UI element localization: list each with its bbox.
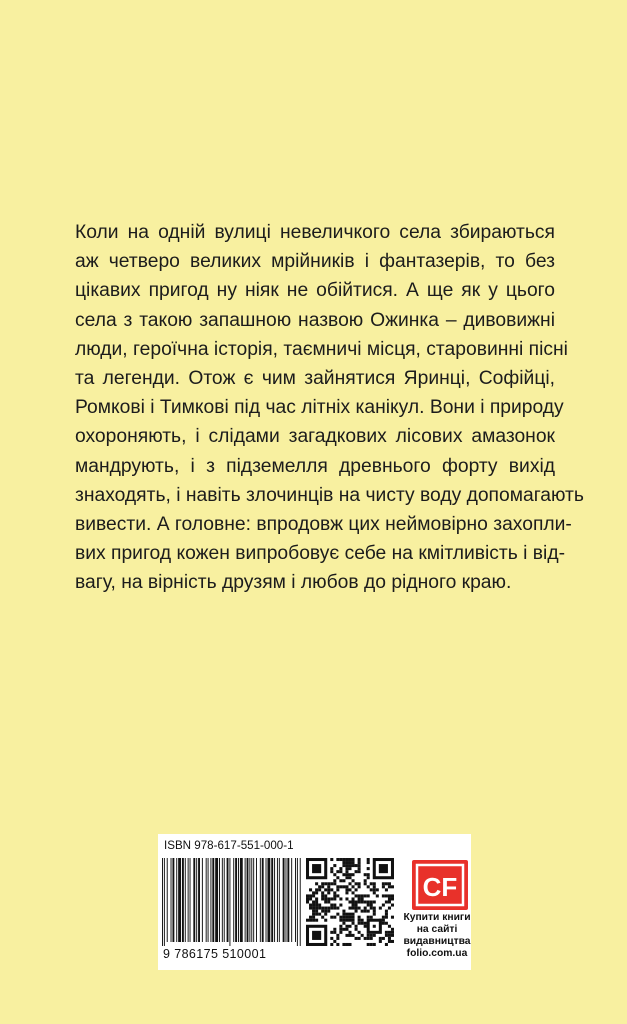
blurb-line: мандрують, і з підземелля древнього форту вихід: [75, 455, 555, 477]
buy-line: видавництва: [403, 936, 471, 947]
buy-line: на сайті: [416, 924, 458, 935]
blurb-line: вих пригод кожен випробовує себе на кмітливість і від-: [75, 543, 565, 565]
isbn-barcode: [162, 858, 302, 946]
buy-link[interactable]: folio.com.ua: [406, 948, 468, 959]
blurb-line: Коли на одній вулиці невеличкого села збираються: [75, 222, 555, 243]
blurb-line: села з такою запашною назвою Ожинка – дивовижні: [75, 309, 555, 331]
publisher-logo: [412, 860, 468, 910]
buy-online-note: [402, 912, 472, 960]
buy-line: Купити книги: [403, 912, 471, 923]
blurb-line: люди, героїчна історія, таємничі місця, старовинні пісні: [75, 338, 568, 360]
qr-code-icon[interactable]: [306, 858, 394, 946]
blurb-line: вивести. А головне: впродовж цих неймовірно захопли-: [75, 514, 572, 536]
blurb-line: охороняють, і слідами загадкових лісових амазонок: [75, 426, 555, 448]
back-cover-blurb: [75, 218, 584, 598]
publisher-logo-icon: [412, 860, 468, 910]
barcode-panel: [158, 834, 471, 970]
blurb-line: та легенди. Отож є чим зайнятися Яринці, Софійці,: [75, 368, 555, 390]
blurb-line: аж четверо великих мрійників і фантазерів, то без: [75, 251, 555, 273]
blurb-line: Ромкові і Тимкові під час літніх канікул. Вони і природу: [75, 397, 564, 419]
blurb-line: вагу, на вірність друзям і любов до рідного краю.: [75, 572, 512, 594]
isbn-label: ISBN 978-617-551-000-1: [164, 839, 294, 852]
logo-text: CF: [422, 872, 458, 902]
blurb-line: цікавих пригод ну ніяк не обійтися. А ще як у цього: [75, 280, 555, 302]
barcode-digits: 9 786175 510001: [163, 947, 267, 961]
blurb-line: знаходять, і навіть злочинців на чисту воду допомагають: [75, 484, 584, 506]
